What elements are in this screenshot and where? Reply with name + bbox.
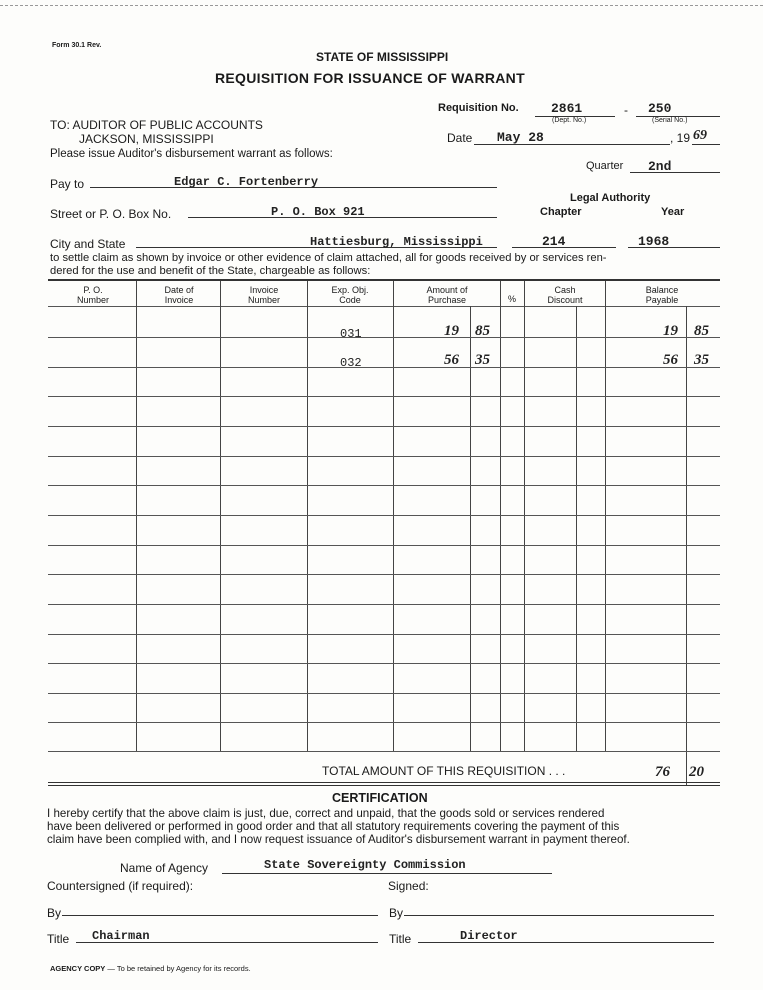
table-top-rule (48, 279, 720, 281)
agency-value: State Sovereignty Commission (264, 858, 466, 872)
header-percent (502, 294, 522, 304)
street-value: P. O. Box 921 (271, 205, 365, 219)
year-value: 69 (693, 128, 707, 143)
header-pct-line1: % (507, 294, 516, 304)
amount-cents-cell: 35 (475, 352, 490, 368)
col-divider (136, 281, 137, 751)
dept-no-value: 2861 (551, 101, 583, 116)
footer-copy-text: — To be retained by Agency for its records. (107, 964, 251, 973)
pay-to-value: Edgar C. Fortenberry (174, 175, 319, 189)
col-divider (686, 306, 687, 786)
row-rule (48, 604, 720, 605)
col-divider (470, 306, 471, 751)
certification-line-2: have been delivered or performed in good order and that all statutory requirements covering the payment of this (47, 820, 620, 833)
scan-edge-line (0, 5, 763, 6)
row-rule (48, 634, 720, 635)
requisition-dash: - (624, 103, 628, 117)
col-divider (605, 281, 606, 751)
row-rule (48, 456, 720, 457)
year-line (692, 144, 720, 145)
row-rule (48, 693, 720, 694)
certification-title: CERTIFICATION (332, 791, 428, 805)
total-rule (48, 782, 720, 783)
table-header-rule (48, 306, 720, 307)
col-divider (500, 281, 501, 751)
title-right-value: Director (460, 929, 518, 943)
quarter-line (630, 172, 720, 173)
balance-dollars-cell: 56 (663, 352, 678, 368)
header-amount-line2: Purchase (427, 295, 467, 305)
certification-line-1: I hereby certify that the above claim is just, due, correct and unpaid, that the goods sold or services rendered (47, 807, 605, 820)
header-cash-line2: Discount (547, 295, 583, 305)
row-rule (48, 426, 720, 427)
countersigned-label: Countersigned (if required): (47, 879, 194, 893)
city-value: Hattiesburg, Mississippi (310, 235, 483, 249)
row-rule (48, 485, 720, 486)
to-line-2: JACKSON, MISSISSIPPI (79, 132, 214, 146)
by-right-line (404, 915, 714, 916)
chapter-label: Chapter (540, 206, 582, 218)
header-po-line2: Number (76, 295, 109, 305)
footer-note (50, 964, 251, 973)
header-amount-line1: Amount of (426, 285, 468, 295)
page-title: REQUISITION FOR ISSUANCE OF WARRANT (215, 70, 525, 86)
header-po-line1: P. O. (83, 285, 103, 295)
chapter-value: 214 (542, 234, 566, 249)
header-obj-line2: Code (339, 295, 361, 305)
col-divider (307, 281, 308, 751)
dept-no-caption: (Dept. No.) (552, 117, 587, 124)
total-cents: 20 (689, 764, 704, 780)
signed-label: Signed: (388, 879, 429, 893)
col-divider (524, 281, 525, 751)
table-bottom-rule (48, 751, 720, 752)
to-line-1: TO: AUDITOR OF PUBLIC ACCOUNTS (50, 118, 263, 132)
col-divider (393, 281, 394, 751)
pay-to-label: Pay to (50, 177, 85, 191)
col-divider (220, 281, 221, 751)
authority-year-value: 1968 (638, 234, 670, 249)
header-balance-line1: Balance (645, 285, 679, 295)
header-date (140, 285, 218, 305)
header-invoice-line2: Number (247, 295, 280, 305)
header-date-line1: Date of (164, 285, 194, 295)
legal-authority-label: Legal Authority (570, 192, 651, 204)
total-dollars: 76 (655, 764, 670, 780)
total-rule-double (48, 785, 720, 786)
row-rule (48, 337, 720, 338)
settle-text-1: to settle claim as shown by invoice or other evidence of claim attached, all for goods received by or services ren- (50, 252, 607, 264)
obj-code-cell: 031 (340, 327, 362, 341)
title-right-label: Title (389, 932, 412, 946)
state-heading: STATE OF MISSISSIPPI (316, 50, 449, 64)
by-right-label: By (389, 906, 404, 920)
header-invoice-line1: Invoice (249, 285, 279, 295)
header-cash-line1: Cash (554, 285, 576, 295)
by-left-line (62, 915, 378, 916)
title-left-value: Chairman (92, 929, 150, 943)
header-balance (610, 285, 714, 305)
amount-cents-cell: 85 (475, 323, 490, 339)
quarter-label: Quarter (586, 160, 624, 172)
to-line-3: Please issue Auditor's disbursement warrant as follows: (50, 148, 333, 160)
col-divider (576, 306, 577, 751)
amount-dollars-cell: 19 (444, 323, 459, 339)
row-rule (48, 396, 720, 397)
header-po (60, 285, 126, 305)
title-left-label: Title (47, 932, 70, 946)
header-obj-code (310, 285, 390, 305)
header-cash-discount (528, 285, 602, 305)
header-invoice (224, 285, 304, 305)
year-prefix: , 19 (670, 131, 691, 145)
row-rule (48, 545, 720, 546)
city-label: City and State (50, 237, 126, 251)
header-obj-line1: Exp. Obj. (331, 285, 369, 295)
agency-line (222, 873, 552, 874)
date-label: Date (447, 131, 473, 145)
row-rule (48, 367, 720, 368)
certification-line-3: claim have been complied with, and I now request issuance of Auditor's disbursement warrant in payment thereof. (47, 833, 630, 846)
year-label: Year (661, 206, 685, 218)
header-balance-line2: Payable (645, 295, 679, 305)
serial-no-caption: (Serial No.) (652, 117, 688, 124)
settle-text-2: dered for the use and benefit of the State, chargeable as follows: (50, 265, 371, 277)
by-left-label: By (47, 906, 62, 920)
footer-copy-label: AGENCY COPY (50, 964, 106, 973)
row-rule (48, 515, 720, 516)
street-label: Street or P. O. Box No. (50, 207, 172, 221)
amount-dollars-cell: 56 (444, 352, 459, 368)
row-rule (48, 574, 720, 575)
balance-dollars-cell: 19 (663, 323, 678, 339)
total-label: TOTAL AMOUNT OF THIS REQUISITION . . . (322, 764, 566, 778)
quarter-value: 2nd (648, 159, 672, 174)
header-date-line2: Invoice (164, 295, 194, 305)
form-id: Form 30.1 Rev. (52, 42, 102, 49)
agency-label: Name of Agency (120, 861, 209, 875)
balance-cents-cell: 35 (694, 352, 709, 368)
header-amount (397, 285, 497, 305)
row-rule (48, 722, 720, 723)
date-value: May 28 (497, 130, 544, 145)
obj-code-cell: 032 (340, 356, 362, 370)
row-rule (48, 663, 720, 664)
requisition-label: Requisition No. (438, 102, 519, 114)
serial-no-value: 250 (648, 101, 672, 116)
balance-cents-cell: 85 (694, 323, 709, 339)
